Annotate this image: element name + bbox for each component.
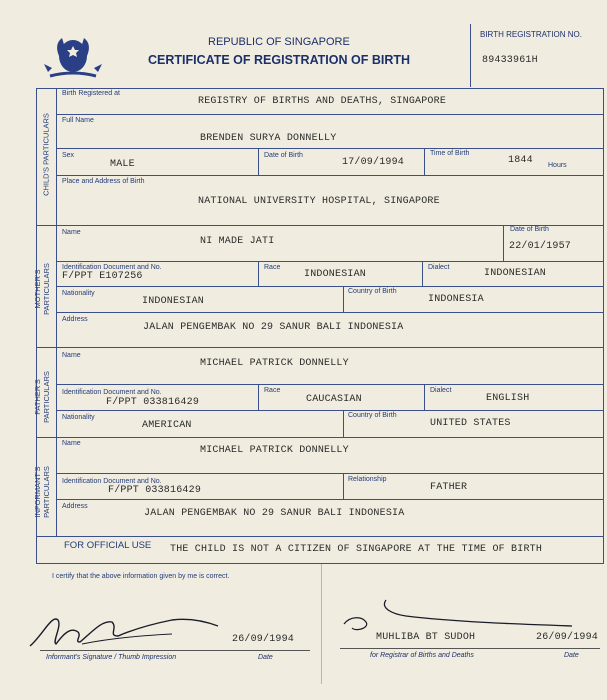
informant-id: F/PPT 033816429: [108, 485, 202, 496]
father-country-label: Country of Birth: [348, 412, 397, 419]
child-full-name: BRENDEN SURYA DONNELLY: [200, 133, 337, 144]
birth-registered-value: REGISTRY OF BIRTHS AND DEATHS, SINGAPORE: [198, 96, 447, 107]
mother-name: NI MADE JATI: [200, 236, 275, 247]
mother-dob: 22/01/1957: [509, 241, 572, 252]
mother-nationality: INDONESIAN: [142, 296, 205, 307]
singapore-crest-icon: [40, 26, 106, 82]
child-place: NATIONAL UNIVERSITY HOSPITAL, SINGAPORE: [198, 196, 440, 207]
registrar-date: 26/09/1994: [536, 632, 599, 643]
father-dialect-label: Dialect: [430, 387, 452, 394]
father-section-label: [33, 347, 51, 447]
birth-registered-label: Birth Registered at: [62, 90, 120, 97]
father-race-label: Race: [264, 387, 281, 394]
informant-date-caption: Date: [258, 654, 273, 661]
child-sex: MALE: [110, 159, 135, 170]
child-section-label: CHILD'S PARTICULARS: [41, 113, 51, 196]
mother-race-label: Race: [264, 264, 281, 271]
informant-relationship-label: Relationship: [348, 476, 387, 483]
registrar-caption: for Registrar of Births and Deaths: [370, 652, 474, 659]
reg-no-label: BIRTH REGISTRATION NO.: [480, 30, 582, 39]
father-id: F/PPT 033816429: [106, 397, 200, 408]
hours-label: Hours: [548, 162, 567, 169]
father-country: UNITED STATES: [430, 418, 511, 429]
mother-section-label: [33, 239, 51, 339]
certify-statement: I certify that the above information given by me is correct.: [52, 573, 230, 580]
mother-name-label: Name: [62, 229, 81, 236]
father-id-label: Identification Document and No.: [62, 389, 162, 396]
child-dob: 17/09/1994: [342, 157, 405, 168]
informant-section-label: [33, 442, 51, 542]
mother-dialect-label: Dialect: [428, 264, 450, 271]
place-label: Place and Address of Birth: [62, 178, 145, 185]
informant-signature-caption: Informant's Signature / Thumb Impression: [46, 654, 177, 661]
mother-country: INDONESIA: [428, 294, 484, 305]
full-name-label: Full Name: [62, 117, 94, 124]
father-name-label: Name: [62, 352, 81, 359]
informant-section-label-1: INFORMANT'S: [33, 466, 42, 518]
mother-nationality-label: Nationality: [62, 290, 95, 297]
official-use-text: THE CHILD IS NOT A CITIZEN OF SINGAPORE AT THE TIME OF BIRTH: [170, 544, 543, 555]
father-nationality-label: Nationality: [62, 414, 95, 421]
mother-section-label-1: MOTHER'S: [33, 269, 42, 309]
informant-name: MICHAEL PATRICK DONNELLY: [200, 445, 349, 456]
registrar-date-caption: Date: [564, 652, 579, 659]
informant-date: 26/09/1994: [232, 634, 295, 645]
father-race: CAUCASIAN: [306, 394, 362, 405]
child-tob: 1844: [508, 155, 533, 166]
mother-address: JALAN PENGEMBAK NO 29 SANUR BALI INDONESIA: [143, 322, 404, 333]
father-name: MICHAEL PATRICK DONNELLY: [200, 358, 349, 369]
informant-address: JALAN PENGEMBAK NO 29 SANUR BALI INDONESIA: [144, 508, 405, 519]
informant-id-label: Identification Document and No.: [62, 478, 162, 485]
informant-signature: [22, 606, 232, 656]
informant-section-label-2: PARTICULARS: [42, 466, 51, 518]
mother-dialect: INDONESIAN: [484, 268, 547, 279]
informant-relationship: FATHER: [430, 482, 468, 493]
official-use-label: FOR OFFICIAL USE: [64, 540, 152, 551]
mother-section-label-2: PARTICULARS: [42, 263, 51, 315]
republic-heading: REPUBLIC OF SINGAPORE: [208, 36, 350, 48]
father-section-label-1: FATHER'S: [33, 379, 42, 415]
informant-address-label: Address: [62, 503, 88, 510]
mother-id-label: Identification Document and No.: [62, 264, 162, 271]
mother-address-label: Address: [62, 316, 88, 323]
mother-dob-label: Date of Birth: [510, 226, 549, 233]
father-dialect: ENGLISH: [486, 393, 530, 404]
registrar-name: MUHLIBA BT SUDOH: [376, 632, 476, 643]
informant-name-label: Name: [62, 440, 81, 447]
father-nationality: AMERICAN: [142, 420, 192, 431]
reg-no-value: 89433961H: [482, 55, 538, 66]
sex-label: Sex: [62, 152, 75, 159]
mother-country-label: Country of Birth: [348, 288, 397, 295]
tob-label: Time of Birth: [430, 150, 470, 157]
dob-label: Date of Birth: [264, 152, 303, 159]
mother-race: INDONESIAN: [304, 269, 367, 280]
father-section-label-2: PARTICULARS: [42, 371, 51, 423]
mother-id: F/PPT E107256: [62, 271, 143, 282]
certificate-title: CERTIFICATE OF REGISTRATION OF BIRTH: [148, 53, 411, 67]
